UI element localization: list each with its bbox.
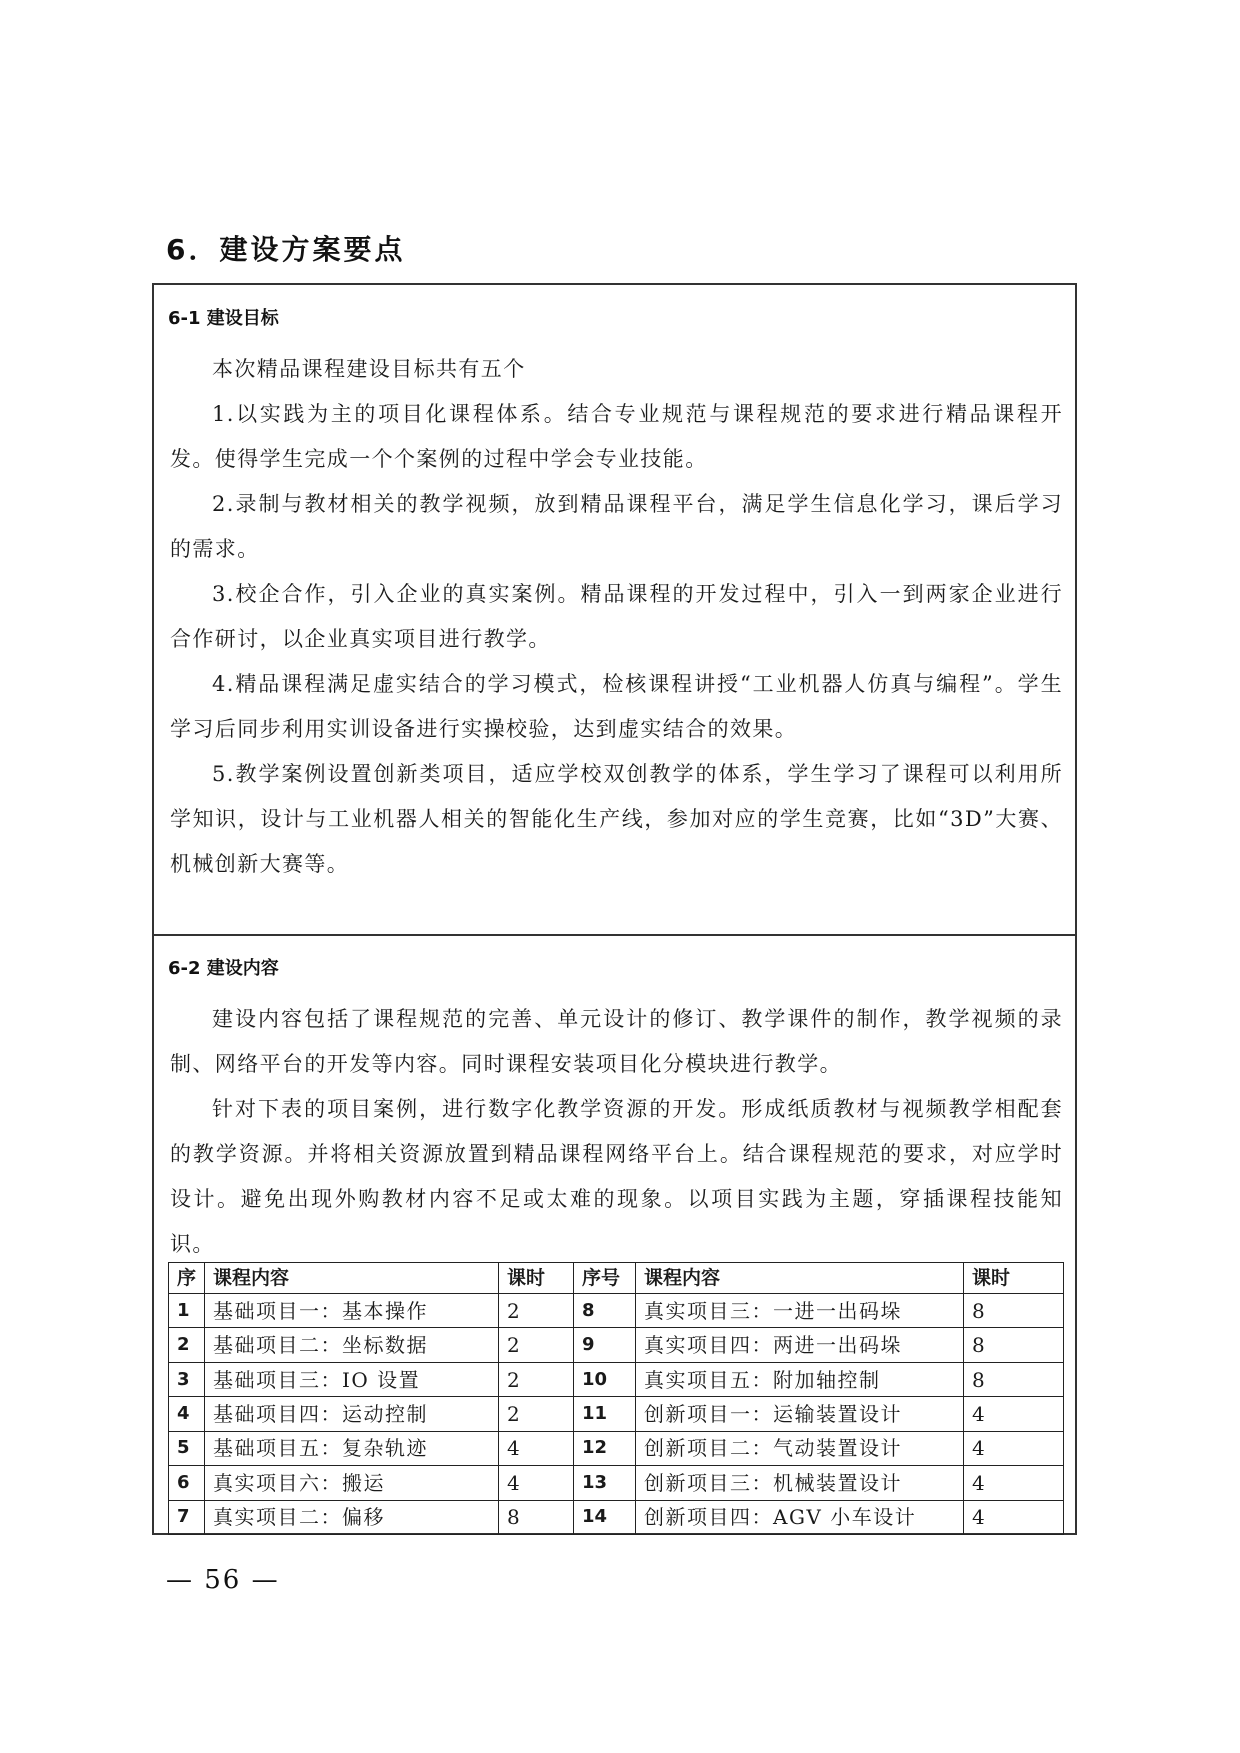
goal-item-3: 3.校企合作，引入企业的真实案例。精品课程的开发过程中，引入一到两家企业进行合作研讨，以企业真实项目进行教学。 [170,582,1063,651]
header-hours: 课时 [499,1263,574,1294]
table-row [169,1500,1064,1534]
table-row [169,1397,1064,1431]
content-paragraph-1: 建设内容包括了课程规范的完善、单元设计的修订、教学课件的制作，教学视频的录制、网络平台的开发等内容。同时课程安装项目化分模块进行教学。 [170,1007,1063,1076]
page-heading: 6．建设方案要点 [166,233,406,266]
header-index: 序 [169,1263,205,1294]
cell-hours: 8 [499,1500,574,1534]
cell-index: 11 [574,1397,636,1431]
cell-course: 基础项目四：运动控制 [205,1397,499,1431]
content-paragraph-2: 针对下表的项目案例，进行数字化教学资源的开发。形成纸质教材与视频教学相配套的教学资源。并将相关资源放置到精品课程网络平台上。结合课程规范的要求，对应学时设计。避免出现外购教材内容不足或太难的现象。以项目实践为主题，穿插课程技能知识。 [170,1097,1063,1256]
header-course: 课程内容 [205,1263,499,1294]
cell-index: 6 [169,1466,205,1500]
cell-index: 8 [574,1294,636,1328]
table-row [169,1328,1064,1362]
cell-hours: 2 [499,1294,574,1328]
table-row [169,1431,1064,1465]
cell-course: 基础项目五：复杂轨迹 [205,1431,499,1465]
cell-index: 7 [169,1500,205,1534]
cell-hours: 4 [499,1431,574,1465]
goal-item-5: 5.教学案例设置创新类项目，适应学校双创教学的体系，学生学习了课程可以利用所学知识，设计与工业机器人相关的智能化生产线，参加对应的学生竞赛，比如“3D”大赛、机械创新大赛等。 [170,762,1063,876]
cell-hours: 4 [964,1500,1064,1534]
cell-index: 13 [574,1466,636,1500]
table-row [169,1362,1064,1396]
cell-index: 5 [169,1431,205,1465]
table-row [169,1294,1064,1328]
course-table [168,1262,1064,1535]
cell-hours: 8 [964,1362,1064,1396]
cell-course: 真实项目三：一进一出码垛 [636,1294,964,1328]
cell-index: 9 [574,1328,636,1362]
section-divider [154,934,1075,936]
cell-index: 2 [169,1328,205,1362]
cell-hours: 2 [499,1362,574,1396]
cell-index: 1 [169,1294,205,1328]
section-2-title: 6-2 建设内容 [168,958,279,979]
cell-course: 真实项目五：附加轴控制 [636,1362,964,1396]
content-frame [152,283,1077,1535]
header-index-2: 序号 [574,1263,636,1294]
goal-item-1: 1.以实践为主的项目化课程体系。结合专业规范与课程规范的要求进行精品课程开发。使得学生完成一个个案例的过程中学会专业技能。 [170,402,1063,471]
cell-hours: 4 [499,1466,574,1500]
page-number: — 56 — [166,1565,280,1595]
table-header-row [169,1263,1064,1294]
cell-index: 14 [574,1500,636,1534]
cell-index: 10 [574,1362,636,1396]
table-row [169,1466,1064,1500]
section-1-title: 6-1 建设目标 [168,308,279,329]
cell-index: 4 [169,1397,205,1431]
cell-course: 创新项目三：机械装置设计 [636,1466,964,1500]
cell-course: 创新项目一：运输装置设计 [636,1397,964,1431]
header-hours-2: 课时 [964,1263,1064,1294]
cell-index: 12 [574,1431,636,1465]
cell-hours: 2 [499,1397,574,1431]
cell-course: 基础项目一：基本操作 [205,1294,499,1328]
cell-hours: 4 [964,1397,1064,1431]
cell-hours: 4 [964,1431,1064,1465]
cell-hours: 2 [499,1328,574,1362]
cell-course: 基础项目二：坐标数据 [205,1328,499,1362]
cell-hours: 8 [964,1294,1064,1328]
header-course-2: 课程内容 [636,1263,964,1294]
cell-hours: 8 [964,1328,1064,1362]
goal-intro: 本次精品课程建设目标共有五个 [212,357,526,381]
cell-course: 真实项目二：偏移 [205,1500,499,1534]
cell-course: 创新项目二：气动装置设计 [636,1431,964,1465]
cell-course: 基础项目三：IO 设置 [205,1362,499,1396]
goal-item-4: 4.精品课程满足虚实结合的学习模式，检核课程讲授“工业机器人仿真与编程”。学生学习后同步利用实训设备进行实操校验，达到虚实结合的效果。 [170,672,1063,741]
goal-item-2: 2.录制与教材相关的教学视频，放到精品课程平台，满足学生信息化学习，课后学习的需求。 [170,492,1063,561]
cell-course: 真实项目六：搬运 [205,1466,499,1500]
cell-hours: 4 [964,1466,1064,1500]
cell-index: 3 [169,1362,205,1396]
cell-course: 真实项目四：两进一出码垛 [636,1328,964,1362]
cell-course: 创新项目四：AGV 小车设计 [636,1500,964,1534]
